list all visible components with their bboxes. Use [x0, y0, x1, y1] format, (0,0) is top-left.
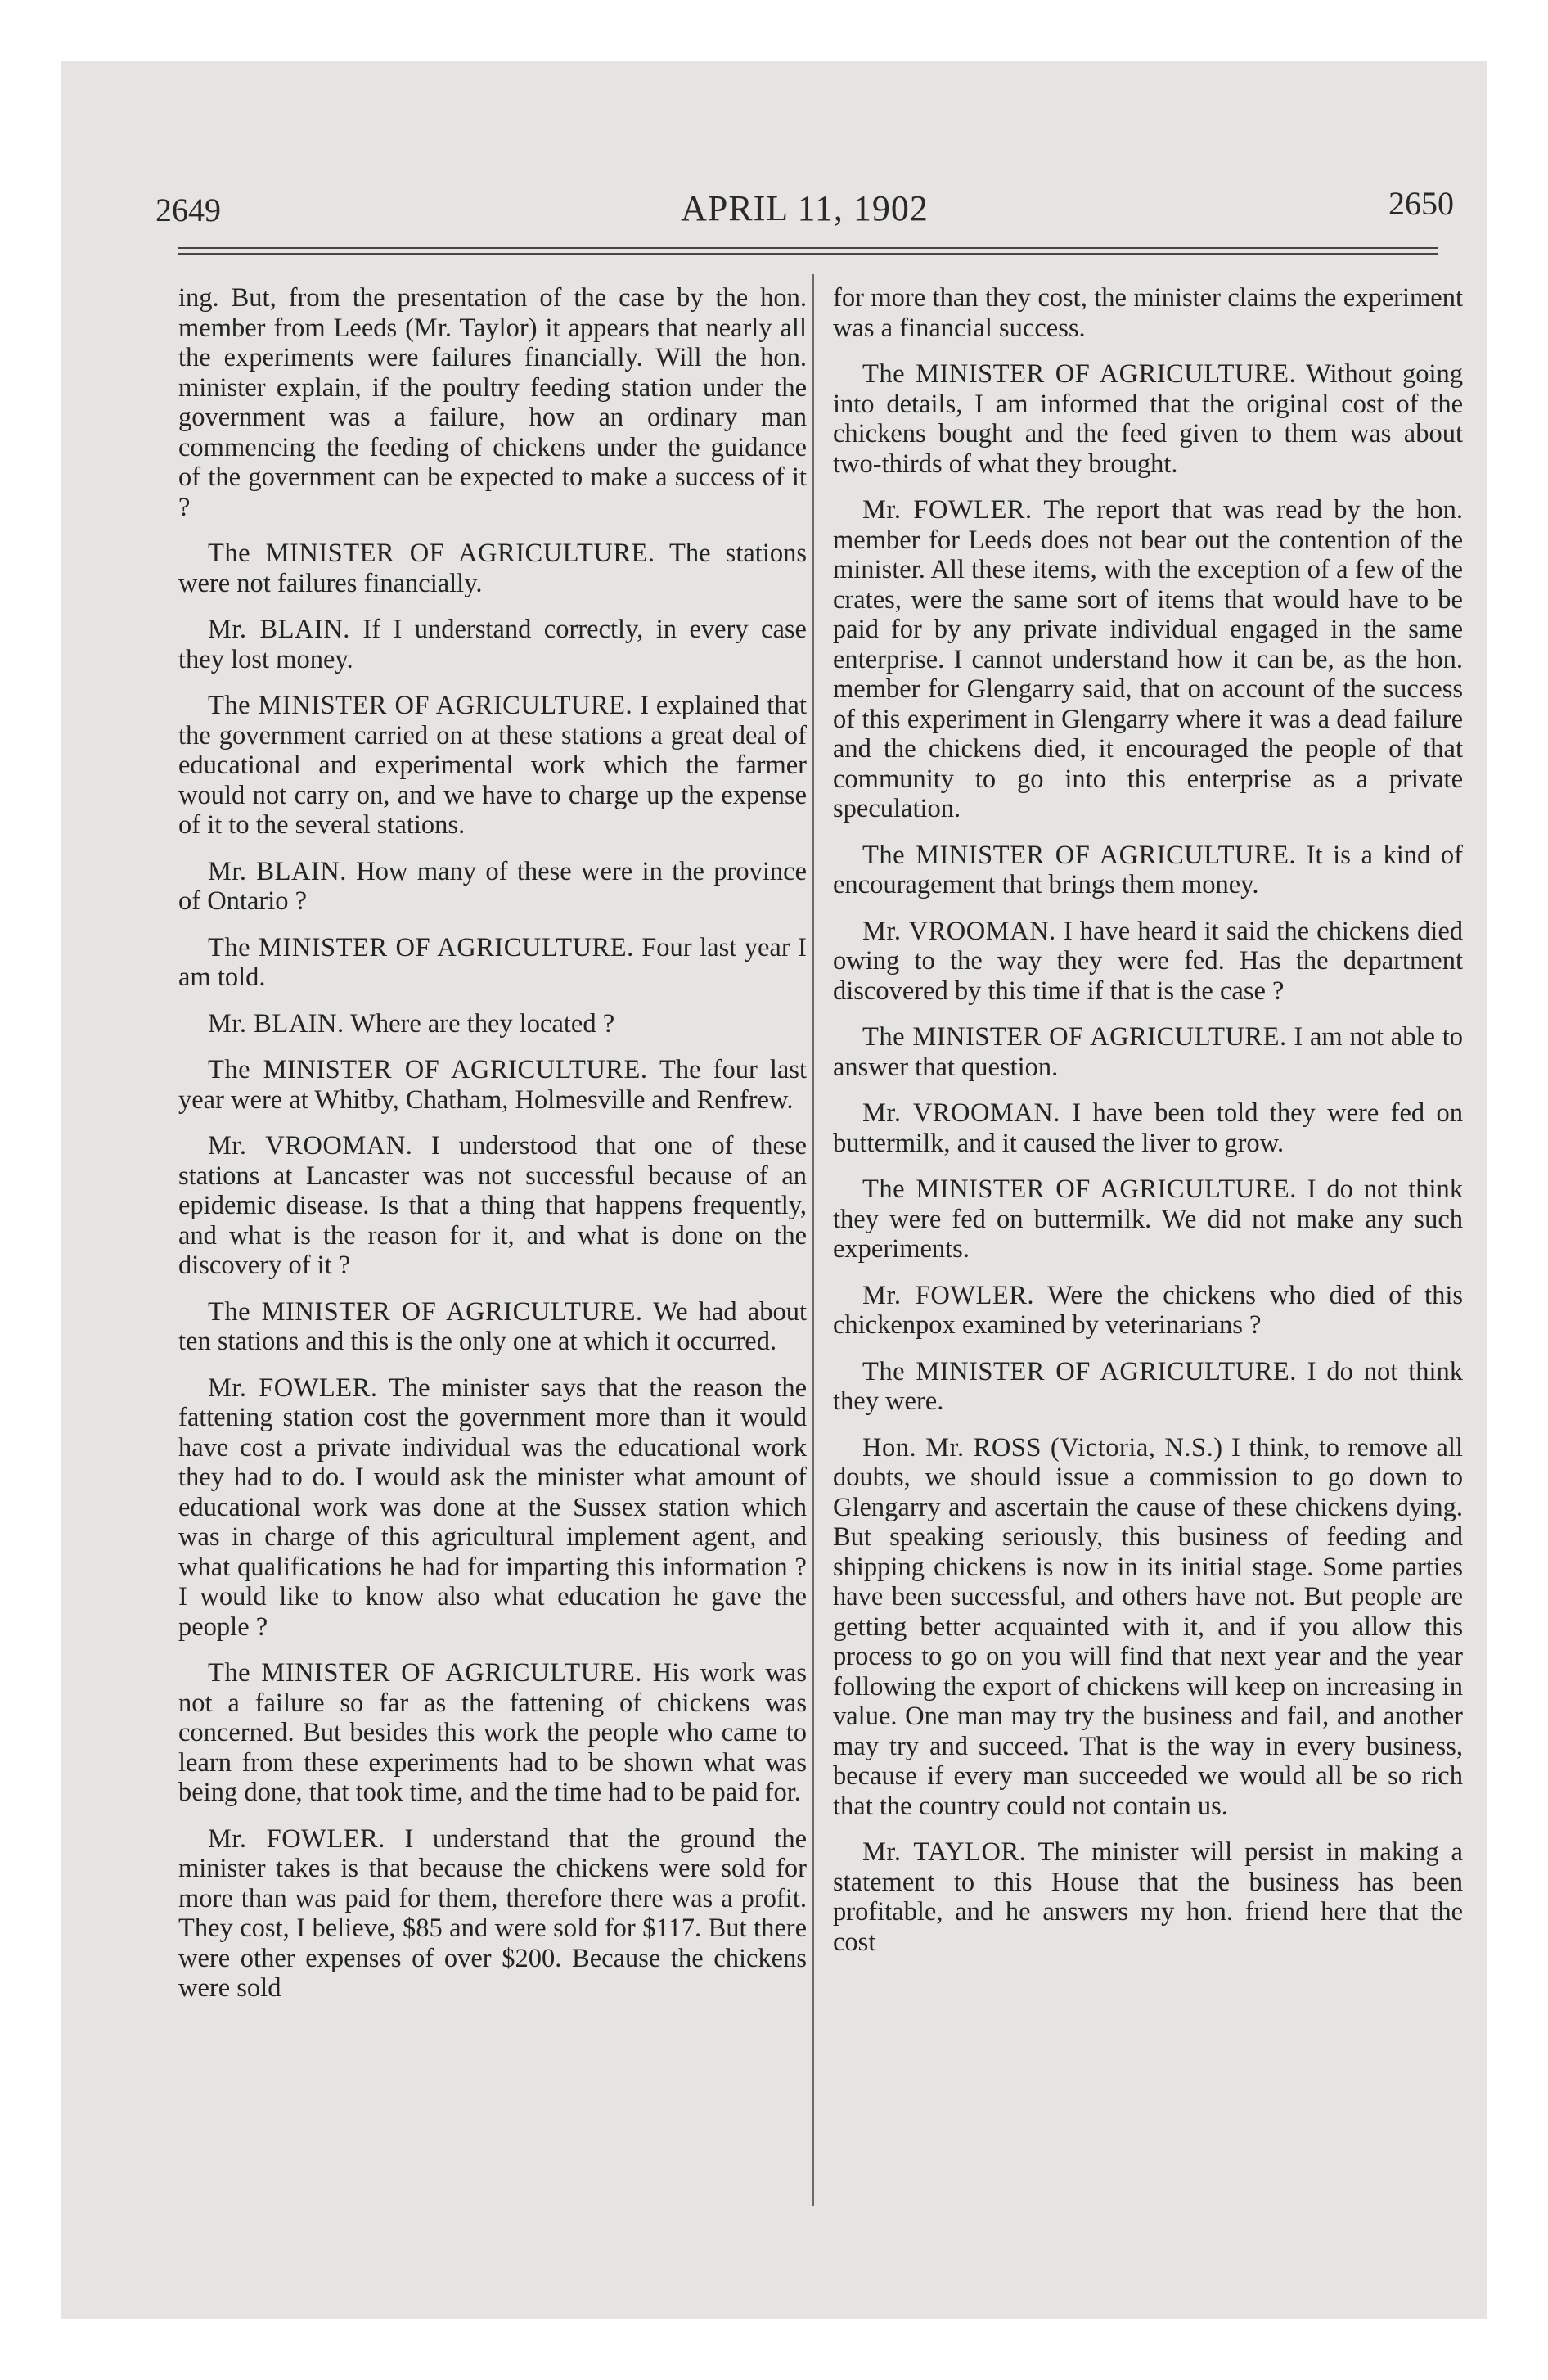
speaker-name: The MINISTER OF AGRICULTURE. [862, 1022, 1287, 1052]
speech-text: I understand that the ground the minister takes is that because the chickens were sold for more than was paid for them, therefore there was a profit. They cost, I believe, $85 and were sold for $117. But there were other expenses of over $200. Because the chickens were sold [178, 1823, 808, 2003]
speech-paragraph [833, 841, 1463, 900]
speech-text: I have heard it said the chickens died owing to the way they were fed. Has the department discovered by this time if that is the case ? [833, 916, 1463, 1006]
speech-text: His work was not a failure so far as the fattening of chickens was concerned. But besides this work the people who came to learn from these experiments had to be shown what was being done, that took time, and the time had to be paid for. [178, 1658, 808, 1807]
speech-text: It is a kind of encouragement that brings them money. [833, 840, 1463, 899]
speech-paragraph [833, 1357, 1463, 1417]
speech-text: I think, to remove all doubts, we should issue a commission to go down to Glengarry and ascertain the cause of these chickens dying. But speaking seriously, this business of feeding and shipping chickens is now in its initial stage. Some parties have been successful, and others have not. But people are getting better acquainted with it, and if you allow this process to go on you will find that next year and the year following the export of chickens will keep on increasing in value. One man may try the business and fail, and another may try and succeed. That is the way in every business, because if every man succeeded we would all be so rich that the country could not contain us. [833, 1432, 1463, 1821]
speech-text: We had about ten stations and this is the only one at which it occurred. [178, 1296, 807, 1356]
speech-paragraph [833, 1837, 1463, 1957]
right-page-number: 2650 [1388, 185, 1454, 222]
speaker-name: Mr. FOWLER. [862, 495, 1033, 525]
speaker-name: The MINISTER OF AGRICULTURE. [208, 1055, 648, 1084]
speaker-name: The MINISTER OF AGRICULTURE. [208, 1296, 643, 1327]
speech-text: I do not think they were. [833, 1356, 1464, 1416]
speaker-name: The MINISTER OF AGRICULTURE. [862, 1356, 1297, 1386]
speech-text: The minister will persist in making a statement to this House that the business has been profitable, and he answers my hon. friend here that the cost [833, 1837, 1463, 1957]
speech-text: If I understand correctly, in every case they lost money. [178, 615, 807, 674]
speech-paragraph [178, 1373, 807, 1643]
speech-paragraph [833, 1022, 1463, 1082]
column-divider [812, 274, 814, 2206]
header-rule [178, 247, 1438, 255]
speech-paragraph [178, 933, 807, 993]
speech-paragraph [833, 1433, 1463, 1822]
speech-text: The minister says that the reason the fattening station cost the government more than it would have cost a private individual was the educational work they had to do. I would ask the minister what amount of educational work was done at the Sussex station which was in charge of this agricultural implement agent, and what qualifications he had for imparting this information ? I would like to know also what education he gave the people ? [178, 1373, 807, 1642]
speech-paragraph [833, 1281, 1463, 1341]
speaker-name: Mr. BLAIN. [208, 856, 347, 886]
speech-paragraph [833, 917, 1463, 1007]
speaker-name: The MINISTER OF AGRICULTURE. [208, 1658, 642, 1688]
speaker-name: The MINISTER OF AGRICULTURE. [862, 359, 1297, 389]
speech-text: The stations were not failures financially. [178, 539, 807, 598]
speaker-name: The MINISTER OF AGRICULTURE. [862, 1174, 1297, 1204]
speech-text: I do not think they were fed on buttermilk. We did not make any such experiments. [833, 1174, 1464, 1264]
speaker-name: Mr. BLAIN. [208, 1008, 344, 1039]
speaker-name: The MINISTER OF AGRICULTURE. [208, 932, 634, 962]
speaker-name: Mr. FOWLER. [208, 1823, 385, 1854]
page-header [155, 184, 1454, 233]
speaker-name: The MINISTER OF AGRICULTURE. [208, 539, 655, 568]
speech-text: Were the chickens who died of this chickenpox examined by veterinarians ? [833, 1280, 1463, 1340]
speech-text: The report that was read by the hon. member for Leeds does not bear out the contention of the minister. All these items, with the exception of a few of the crates, were the same sort of items that would have to be paid for by any private individual engaged in the same enterprise. I cannot understand how it can be, as the hon. member for Glengarry said, that on account of the success of this experiment in Glengarry where it was a dead failure and the chickens died, it encouraged the people of that community to go into this enterprise as a private speculation. [833, 495, 1463, 823]
speaker-name: Mr. FOWLER. [862, 1280, 1035, 1310]
speech-paragraph [178, 1658, 807, 1808]
speech-paragraph [178, 691, 807, 841]
speaker-name: Mr. VROOMAN. [862, 1098, 1060, 1128]
speech-text: I explained that the government carried on at these stations a great deal of educational and experimental work which the farmer would not carry on, and we have to charge up the expense of it to the several stations. [178, 691, 807, 840]
speaker-name: The MINISTER OF AGRICULTURE. [862, 840, 1297, 870]
speaker-name: Hon. Mr. ROSS (Victoria, N.S.) [862, 1432, 1223, 1463]
speech-paragraph [178, 1131, 807, 1281]
speech-paragraph [833, 495, 1463, 824]
speech-paragraph [178, 539, 807, 598]
speech-paragraph [178, 615, 807, 674]
speech-text: The four last year were at Whitby, Chatham, Holmesville and Renfrew. [178, 1055, 807, 1115]
speech-text: ing. But, from the presentation of the case by the hon. member from Leeds (Mr. Taylor) it appears that nearly all the experiments were failures financially. Will the hon. minister explain, if the poultry feeding station under the government was a failure, how an ordinary man commencing the feeding of chickens under the guidance of the government can be expected to make a success of it ? [178, 283, 807, 522]
speech-paragraph [833, 283, 1463, 343]
speech-paragraph [833, 1174, 1463, 1264]
speaker-name: Mr. FOWLER. [208, 1373, 378, 1403]
speech-paragraph [178, 1824, 807, 2004]
speaker-name: Mr. VROOMAN. [208, 1131, 413, 1161]
speech-text: I understood that one of these stations at Lancaster was not successful because of an epidemic disease. Is that a thing that happens frequently, and what is the reason for it, and what is done on the discovery of it ? [178, 1131, 808, 1280]
speech-text: Without going into details, I am informed that the original cost of the chickens bought and the feed given to them was about two-thirds of what they brought. [833, 359, 1463, 479]
left-page-number: 2649 [155, 192, 221, 228]
speech-text: Where are they located ? [350, 1008, 615, 1039]
speaker-name: Mr. BLAIN. [208, 615, 350, 644]
speech-paragraph [178, 283, 807, 522]
speech-text: Four last year I am told. [178, 932, 808, 992]
speech-paragraph [833, 359, 1463, 479]
speaker-name: The MINISTER OF AGRICULTURE. [208, 691, 633, 720]
right-column [833, 283, 1463, 1973]
speech-paragraph [833, 1098, 1463, 1158]
speech-paragraph [178, 1009, 807, 1039]
speech-text: How many of these were in the province of Ontario ? [178, 856, 807, 916]
speaker-name: Mr. VROOMAN. [862, 916, 1056, 946]
speech-paragraph [178, 857, 807, 917]
speaker-name: Mr. TAYLOR. [862, 1837, 1027, 1867]
speech-text: I am not able to answer that question. [833, 1022, 1464, 1082]
page-date: APRIL 11, 1902 [681, 188, 929, 228]
speech-text: I have been told they were fed on buttermilk, and it caused the liver to grow. [833, 1098, 1463, 1158]
speech-paragraph [178, 1297, 807, 1357]
left-column [178, 283, 807, 2020]
speech-paragraph [178, 1055, 807, 1115]
speech-text: for more than they cost, the minister claims the experiment was a financial success. [833, 283, 1463, 343]
